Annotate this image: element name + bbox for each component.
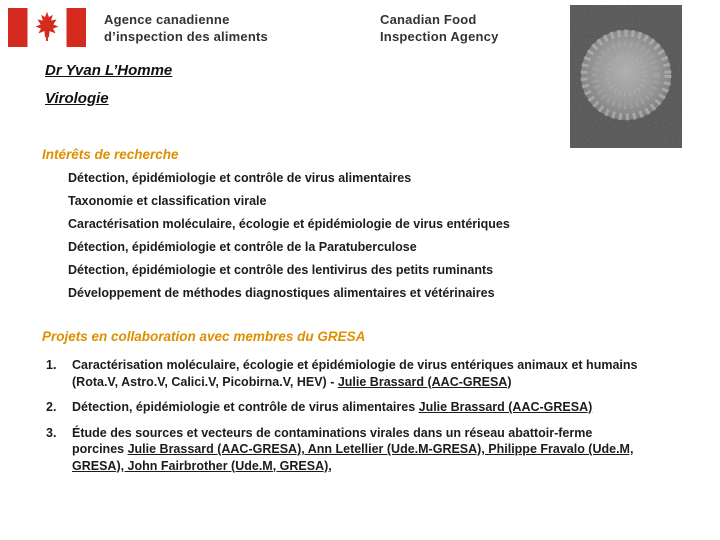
project-text: Étude des sources et vecteurs de contaminations virales dans un réseau abattoir-ferme porcines	[72, 425, 593, 456]
project-number: 1.	[46, 358, 57, 372]
agency-en-line2: Inspection Agency	[380, 29, 499, 44]
virus-em-image	[570, 5, 682, 148]
section-heading-research: Intérêts de recherche	[42, 147, 179, 162]
project-collaborators: Julie Brassard (AAC-GRESA)	[418, 400, 593, 414]
agency-fr-line2: d’inspection des aliments	[104, 29, 268, 44]
project-item	[46, 357, 642, 390]
project-item	[46, 399, 642, 416]
project-body	[72, 357, 642, 390]
research-interest-item: Développement de méthodes diagnostiques alimentaires et vétérinaires	[68, 286, 495, 300]
agency-name-fr	[104, 11, 268, 45]
project-body	[72, 425, 642, 475]
project-body	[72, 399, 642, 416]
project-text: Détection, épidémiologie et contrôle de virus alimentaires	[72, 400, 419, 414]
section-heading-projects: Projets en collaboration avec membres du GRESA	[42, 329, 366, 344]
project-number: 2.	[46, 400, 57, 414]
canada-flag-logo	[8, 8, 86, 47]
agency-name-en	[380, 11, 499, 45]
page-subtitle: Virologie	[45, 90, 109, 107]
canada-flag-icon	[8, 8, 86, 47]
research-interest-item: Détection, épidémiologie et contrôle des lentivirus des petits ruminants	[68, 263, 494, 277]
project-collaborators: Julie Brassard (AAC-GRESA)	[337, 374, 512, 389]
project-item	[46, 425, 642, 475]
agency-fr-line1: Agence canadienne	[104, 12, 230, 27]
research-interests-list	[68, 167, 668, 305]
project-collaborators: Julie Brassard (AAC-GRESA), Ann Letellier (Ude.M-GRESA), Philippe Fravalo (Ude.M, GRESA), John Fairbrother (Ude.M, GRESA),	[72, 442, 634, 473]
research-interest-item: Caractérisation moléculaire, écologie et épidémiologie de virus entériques	[68, 217, 510, 231]
agency-en-line1: Canadian Food	[380, 12, 477, 27]
research-interest-item: Détection, épidémiologie et contrôle de virus alimentaires	[68, 171, 412, 185]
research-interest-item: Détection, épidémiologie et contrôle de la Paratuberculose	[68, 240, 417, 254]
project-text: Caractérisation moléculaire, écologie et épidémiologie de virus entériques animaux et humains (Rota.V, Astro.V, Calici.V, Picobirna.V, HEV) -	[72, 358, 638, 389]
page-title: Dr Yvan L’Homme	[45, 62, 173, 79]
research-interest-item: Taxonomie et classification virale	[68, 194, 267, 208]
projects-list	[46, 357, 642, 483]
virus-em-graphic	[570, 5, 682, 148]
project-number: 3.	[46, 425, 57, 440]
